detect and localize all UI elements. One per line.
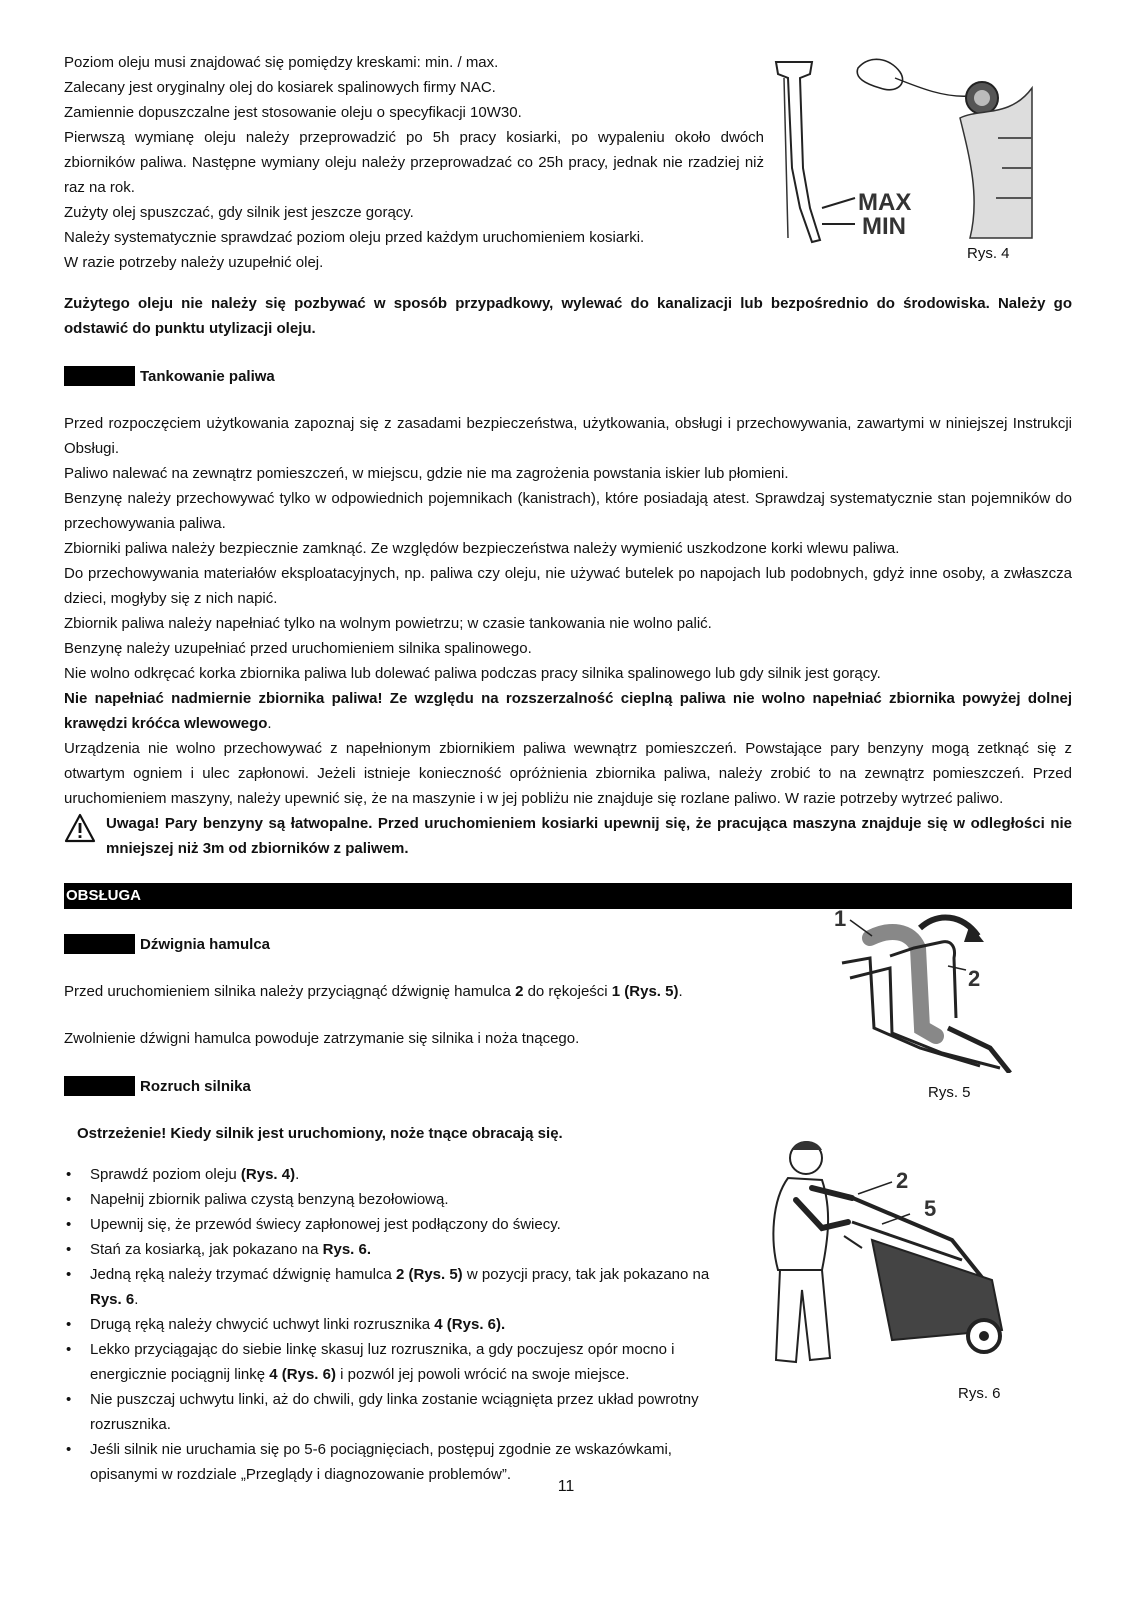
heading-bar (64, 1076, 135, 1096)
figure-4-caption: Rys. 4 (967, 245, 1010, 262)
list-item: • Stań za kosiarką, jak pokazano na Rys. 6. (64, 1237, 714, 1262)
list-item: • Napełnij zbiornik paliwa czystą benzyną bezołowiową. (64, 1187, 714, 1212)
starting-mower-illustration (752, 1130, 1022, 1370)
brake-lever-illustration (830, 908, 1030, 1073)
fuel-text-2: Paliwo nalewać na zewnątrz pomieszczeń, w miejscu, gdzie nie ma zagrożenia powstania iskier lub płomieni. (64, 465, 789, 482)
brake-text-2: Zwolnienie dźwigni hamulca powoduje zatrzymanie się silnika i noża tnącego. (64, 1030, 580, 1047)
fuel-vapour-warning (64, 811, 1072, 861)
list-item: • Lekko przyciągając do siebie linkę skasuj luz rozrusznika, a gdy poczujesz opór mocno i energicznie pociągnij linkę 4 (Rys. 6) i pozwól jej powoli wrócić na swoje miejsce. (64, 1337, 750, 1387)
fuel-heading-label: Tankowanie paliwa (140, 367, 275, 385)
figure-6-label-2: 2 (896, 1168, 909, 1193)
figure-5-brake-lever (830, 908, 1030, 1073)
warning-triangle-icon (64, 811, 106, 851)
list-item: • Upewnij się, że przewód świecy zapłonowej jest podłączony do świecy. (64, 1212, 714, 1237)
list-item: • Jeśli silnik nie uruchamia się po 5-6 pociągnięciach, postępuj zgodnie ze wskazówkami, opisanymi w rozdziale „Przeglądy i diagnozowanie problemów”. (64, 1437, 714, 1487)
oil-block (64, 50, 764, 275)
oil-check-text: Należy systematycznie sprawdzać poziom oleju przed każdym uruchomieniem kosiarki. (64, 229, 645, 246)
page-number: 11 (557, 1478, 575, 1495)
oil-drain-text: Zużyty olej spuszczać, gdy silnik jest jeszcze gorący. (64, 204, 414, 221)
fuel-text-10: Urządzenia nie wolno przechowywać z napełnionym zbiornikiem paliwa wewnątrz pomieszczeń. Powstające pary benzyny mogą zetknąć się z otwartym ogniem i ulec zapłonowi. Jeżeli istnieje konieczność opróżnienia zbiornika paliwa, należy zrobić to na zewnątrz pomieszczeń. Przed uruchomieniem maszyny, należy upewnić się, że na maszynie i w jej pobliżu nie znajduje się rozlane paliwo. W razie potrzeby wytrzeć paliwo. (64, 740, 1072, 807)
dipstick-illustration (770, 48, 1040, 248)
list-item: • Sprawdź poziom oleju (Rys. 4). (64, 1162, 714, 1187)
heading-bar (64, 366, 135, 386)
figure-4-dipstick (770, 48, 1040, 248)
section-obsluga: OBSŁUGA (64, 883, 1072, 909)
oil-level-text: Poziom oleju musi znajdować się pomiędzy kreskami: min. / max. (64, 54, 499, 71)
oil-disposal-warning: Zużytego oleju nie należy się pozbywać w sposób przypadkowy, wylewać do kanalizacji lub bezpośrednio do środowiska. Należy go odstawić do punktu utylizacji oleju. (64, 295, 1072, 337)
fuel-text-7: Benzynę należy uzupełniać przed uruchomieniem silnika spalinowego. (64, 640, 532, 657)
oil-alternative-text: Zamiennie dopuszczalne jest stosowanie oleju o specyfikacji 10W30. (64, 104, 522, 121)
fuel-vapour-warning-text: Uwaga! Pary benzyny są łatwopalne. Przed uruchomieniem kosiarki upewnij się, że pracująca maszyna znajduje się w odległości nie mniejszej niż 3m od zbiorników z paliwem. (106, 815, 1072, 857)
fuel-text-5: Do przechowywania materiałów eksploatacyjnych, np. paliwa czy oleju, nie używać butelek po napojach lub podobnych, gdyż inne osoby, a zwłaszcza dzieci, mogłyby się z nich napić. (64, 565, 1072, 607)
blade-warning: Ostrzeżenie! Kiedy silnik jest uruchomiony, noże tnące obracają się. (77, 1125, 563, 1142)
start-heading-label: Rozruch silnika (140, 1077, 251, 1095)
figure-5-label-1: 1 (834, 908, 847, 931)
fuel-text-4: Zbiorniki paliwa należy bezpiecznie zamknąć. Ze względów bezpieczeństwa należy wymienić uszkodzone korki wlewu paliwa. (64, 540, 900, 557)
list-item: • Nie puszczaj uchwytu linki, aż do chwili, gdy linka zostanie wciągnięta przez układ powrotny rozrusznika. (64, 1387, 714, 1437)
fuel-text-6: Zbiornik paliwa należy napełniać tylko na wolnym powietrzu; w czasie tankowania nie wolno palić. (64, 615, 712, 632)
fuel-text-8: Nie wolno odkręcać korka zbiornika paliwa lub dolewać paliwa podczas pracy silnika spalinowego lub gdy silnik jest gorący. (64, 665, 881, 682)
figure-6-starting-mower (752, 1130, 1022, 1370)
heading-bar (64, 934, 135, 954)
brake-heading-label: Dźwignia hamulca (140, 935, 271, 953)
oil-change-text: Pierwszą wymianę oleju należy przeprowadzić po 5h pracy kosiarki, po wypaleniu około dwóch zbiorników paliwa. Następne wymiany oleju należy przeprowadzać co 25h pracy, jednak nie rzadziej niż raz na rok. (64, 129, 764, 196)
figure-5-label-2: 2 (968, 966, 981, 991)
min-label: MIN (862, 213, 906, 240)
fuel-text-1: Przed rozpoczęciem użytkowania zapoznaj się z zasadami bezpieczeństwa, użytkowania, obsługi i przechowywania, zawartymi w niniejszej Instrukcji Obsługi. (64, 415, 1072, 457)
brake-text-1: Przed uruchomieniem silnika należy przyciągnąć dźwignię hamulca 2 do rękojeści 1 (Rys. 5). (64, 983, 683, 1000)
fuel-overfill-warning: Nie napełniać nadmiernie zbiornika paliwa! Ze względu na rozszerzalność cieplną paliwa nie wolno napełniać zbiornika powyżej dolnej krawędzi króćca wlewowego. (64, 690, 1072, 732)
figure-5-caption: Rys. 5 (928, 1084, 971, 1101)
start-steps-list (64, 1162, 714, 1487)
list-item: • Drugą ręką należy chwycić uchwyt linki rozrusznika 4 (Rys. 6). (64, 1312, 714, 1337)
start-heading (64, 1073, 1072, 1099)
fuel-text-3: Benzynę należy przechowywać tylko w odpowiednich pojemnikach (kanistrach), które posiadają atest. Sprawdzaj systematycznie stan pojemników do przechowywania paliwa. (64, 490, 1072, 532)
fuel-heading (64, 363, 1072, 389)
list-item: • Jedną ręką należy trzymać dźwignię hamulca 2 (Rys. 5) w pozycji pracy, tak jak pokazano na Rys. 6. (64, 1262, 714, 1312)
oil-recommended-text: Zalecany jest oryginalny olej do kosiarek spalinowych firmy NAC. (64, 79, 496, 96)
figure-6-label-5: 5 (924, 1196, 937, 1221)
figure-6-caption: Rys. 6 (958, 1385, 1001, 1402)
max-label: MAX (858, 189, 912, 216)
oil-refill-text: W razie potrzeby należy uzupełnić olej. (64, 254, 324, 271)
